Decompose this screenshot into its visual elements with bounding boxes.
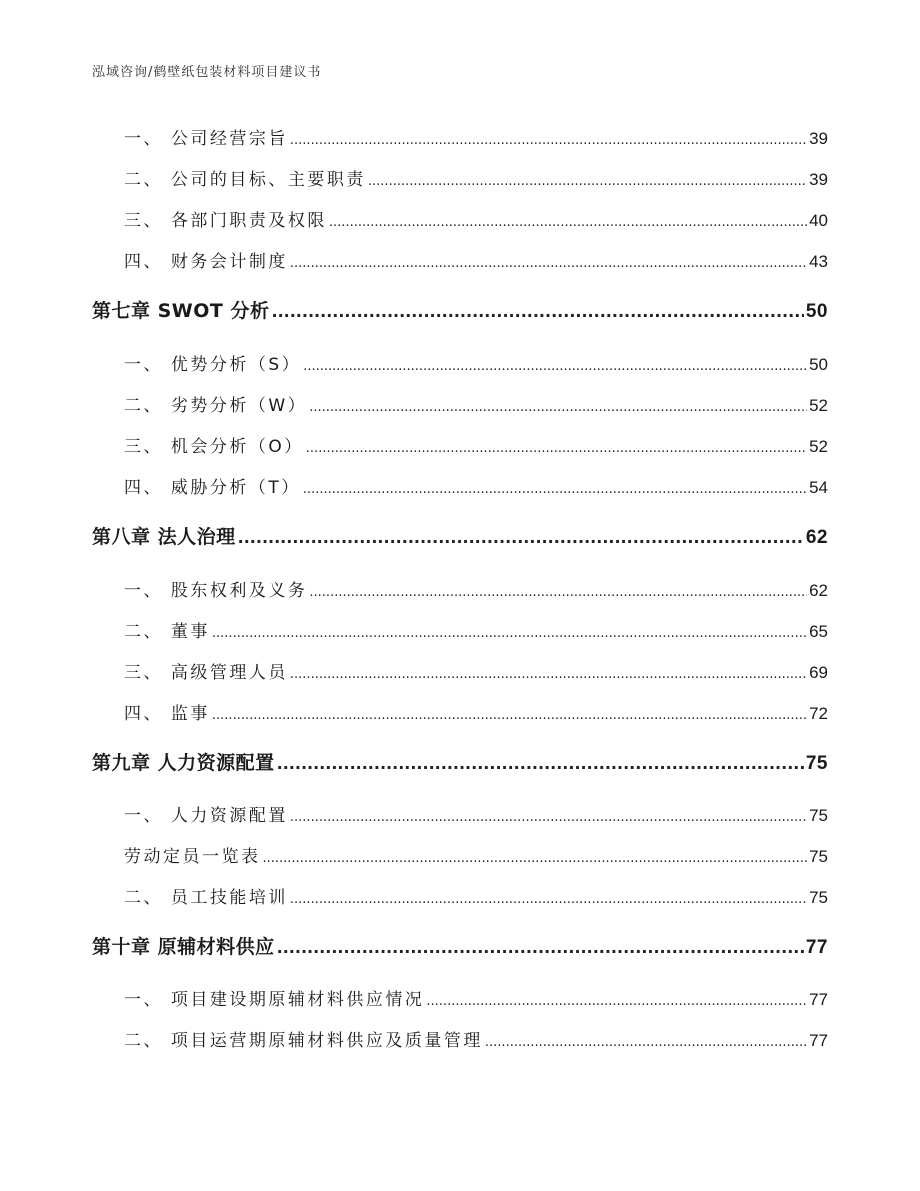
- toc-entry-title: 第八章 法人治理: [92, 526, 236, 548]
- toc-entry-page: 77: [809, 990, 828, 1009]
- toc-entry-section[interactable]: [124, 165, 828, 190]
- toc-entry-section[interactable]: [124, 842, 828, 867]
- toc-entry-title: 四、 威胁分析（T）: [124, 478, 301, 498]
- toc-entry-title: 一、 股东权利及义务: [124, 581, 308, 601]
- toc-entry-section[interactable]: [124, 391, 828, 416]
- document-header: 泓域咨询/鹤壁纸包装材料项目建议书: [92, 65, 322, 80]
- toc-entry-title: 第七章 SWOT 分析: [92, 300, 270, 322]
- toc-leader-dots: [309, 400, 807, 415]
- toc-entry-page: 75: [809, 847, 828, 866]
- toc-leader-dots: [290, 892, 807, 907]
- toc-entry-page: 43: [809, 252, 828, 271]
- toc-leader-dots: [303, 482, 807, 497]
- toc-entry-page: 52: [809, 396, 828, 415]
- toc-leader-dots: [485, 1035, 807, 1050]
- toc-leader-dots: [290, 256, 807, 271]
- toc-entry-section[interactable]: [124, 1026, 828, 1051]
- toc-entry-page: 50: [805, 301, 828, 322]
- toc-entry-chapter[interactable]: [92, 522, 828, 549]
- toc-entry-section[interactable]: [124, 247, 828, 272]
- toc-leader-dots: [290, 133, 807, 148]
- toc-entry-page: 65: [809, 622, 828, 641]
- toc-entry-title: 二、 劣势分析（W）: [124, 396, 308, 416]
- toc-entry-title: 一、 公司经营宗旨: [124, 129, 288, 149]
- toc-entry-title: 四、 财务会计制度: [124, 252, 288, 272]
- toc-entry-section[interactable]: [124, 576, 828, 601]
- toc-leader-dots: [309, 585, 807, 600]
- toc-entry-chapter[interactable]: [92, 932, 828, 959]
- toc-leader-dots: [290, 810, 807, 825]
- toc-entry-title: 二、 董事: [124, 622, 210, 642]
- toc-leader-dots: [212, 626, 807, 641]
- toc-entry-page: 75: [805, 753, 828, 774]
- toc-entry-page: 72: [809, 704, 828, 723]
- toc-entry-title: 劳动定员一览表: [124, 847, 261, 867]
- toc-leader-dots: [212, 708, 807, 723]
- toc-entry-page: 77: [809, 1031, 828, 1050]
- toc-leader-dots: [238, 528, 804, 547]
- toc-entry-page: 52: [809, 437, 828, 456]
- toc-entry-section[interactable]: [124, 801, 828, 826]
- toc-leader-dots: [426, 994, 807, 1009]
- toc-entry-page: 54: [809, 478, 828, 497]
- toc-entry-section[interactable]: [124, 206, 828, 231]
- toc-entry-page: 62: [809, 581, 828, 600]
- toc-entry-title: 二、 公司的目标、主要职责: [124, 170, 366, 190]
- toc-entry-section[interactable]: [124, 883, 828, 908]
- toc-entry-title: 一、 人力资源配置: [124, 806, 288, 826]
- toc-entry-section[interactable]: [124, 350, 828, 375]
- toc-entry-title: 三、 机会分析（O）: [124, 437, 304, 457]
- toc-entry-section[interactable]: [124, 473, 828, 498]
- toc-entry-title: 二、 项目运营期原辅材料供应及质量管理: [124, 1031, 483, 1051]
- toc-leader-dots: [303, 359, 807, 374]
- toc-leader-dots: [306, 441, 807, 456]
- toc-entry-title: 三、 各部门职责及权限: [124, 211, 327, 231]
- toc-entry-page: 40: [809, 211, 828, 230]
- toc-entry-title: 第十章 原辅材料供应: [92, 936, 275, 958]
- toc-entry-page: 39: [809, 129, 828, 148]
- toc-entry-title: 一、 优势分析（S）: [124, 355, 302, 375]
- toc-leader-dots: [277, 754, 804, 773]
- toc-entry-section[interactable]: [124, 124, 828, 149]
- toc-leader-dots: [263, 851, 808, 866]
- toc-entry-page: 69: [809, 663, 828, 682]
- toc-entry-title: 二、 员工技能培训: [124, 888, 288, 908]
- toc-entry-title: 第九章 人力资源配置: [92, 752, 275, 774]
- toc-entry-section[interactable]: [124, 617, 828, 642]
- toc-entry-chapter[interactable]: [92, 748, 828, 775]
- toc-entry-title: 三、 高级管理人员: [124, 663, 288, 683]
- toc-entry-title: 四、 监事: [124, 704, 210, 724]
- toc-leader-dots: [290, 667, 807, 682]
- toc-entry-chapter[interactable]: [92, 296, 828, 323]
- toc-entry-page: 62: [805, 527, 828, 548]
- toc-leader-dots: [271, 302, 803, 321]
- toc-entry-page: 75: [809, 888, 828, 907]
- toc-leader-dots: [368, 174, 807, 189]
- toc-entry-page: 75: [809, 806, 828, 825]
- toc-entry-page: 77: [805, 937, 828, 958]
- toc-entry-page: 50: [809, 355, 828, 374]
- toc-entry-section[interactable]: [124, 985, 828, 1010]
- toc-leader-dots: [329, 215, 807, 230]
- toc-entry-page: 39: [809, 170, 828, 189]
- toc-entry-section[interactable]: [124, 432, 828, 457]
- toc-entry-section[interactable]: [124, 699, 828, 724]
- toc-leader-dots: [277, 938, 804, 957]
- toc-entry-title: 一、 项目建设期原辅材料供应情况: [124, 990, 425, 1010]
- toc-entry-section[interactable]: [124, 658, 828, 683]
